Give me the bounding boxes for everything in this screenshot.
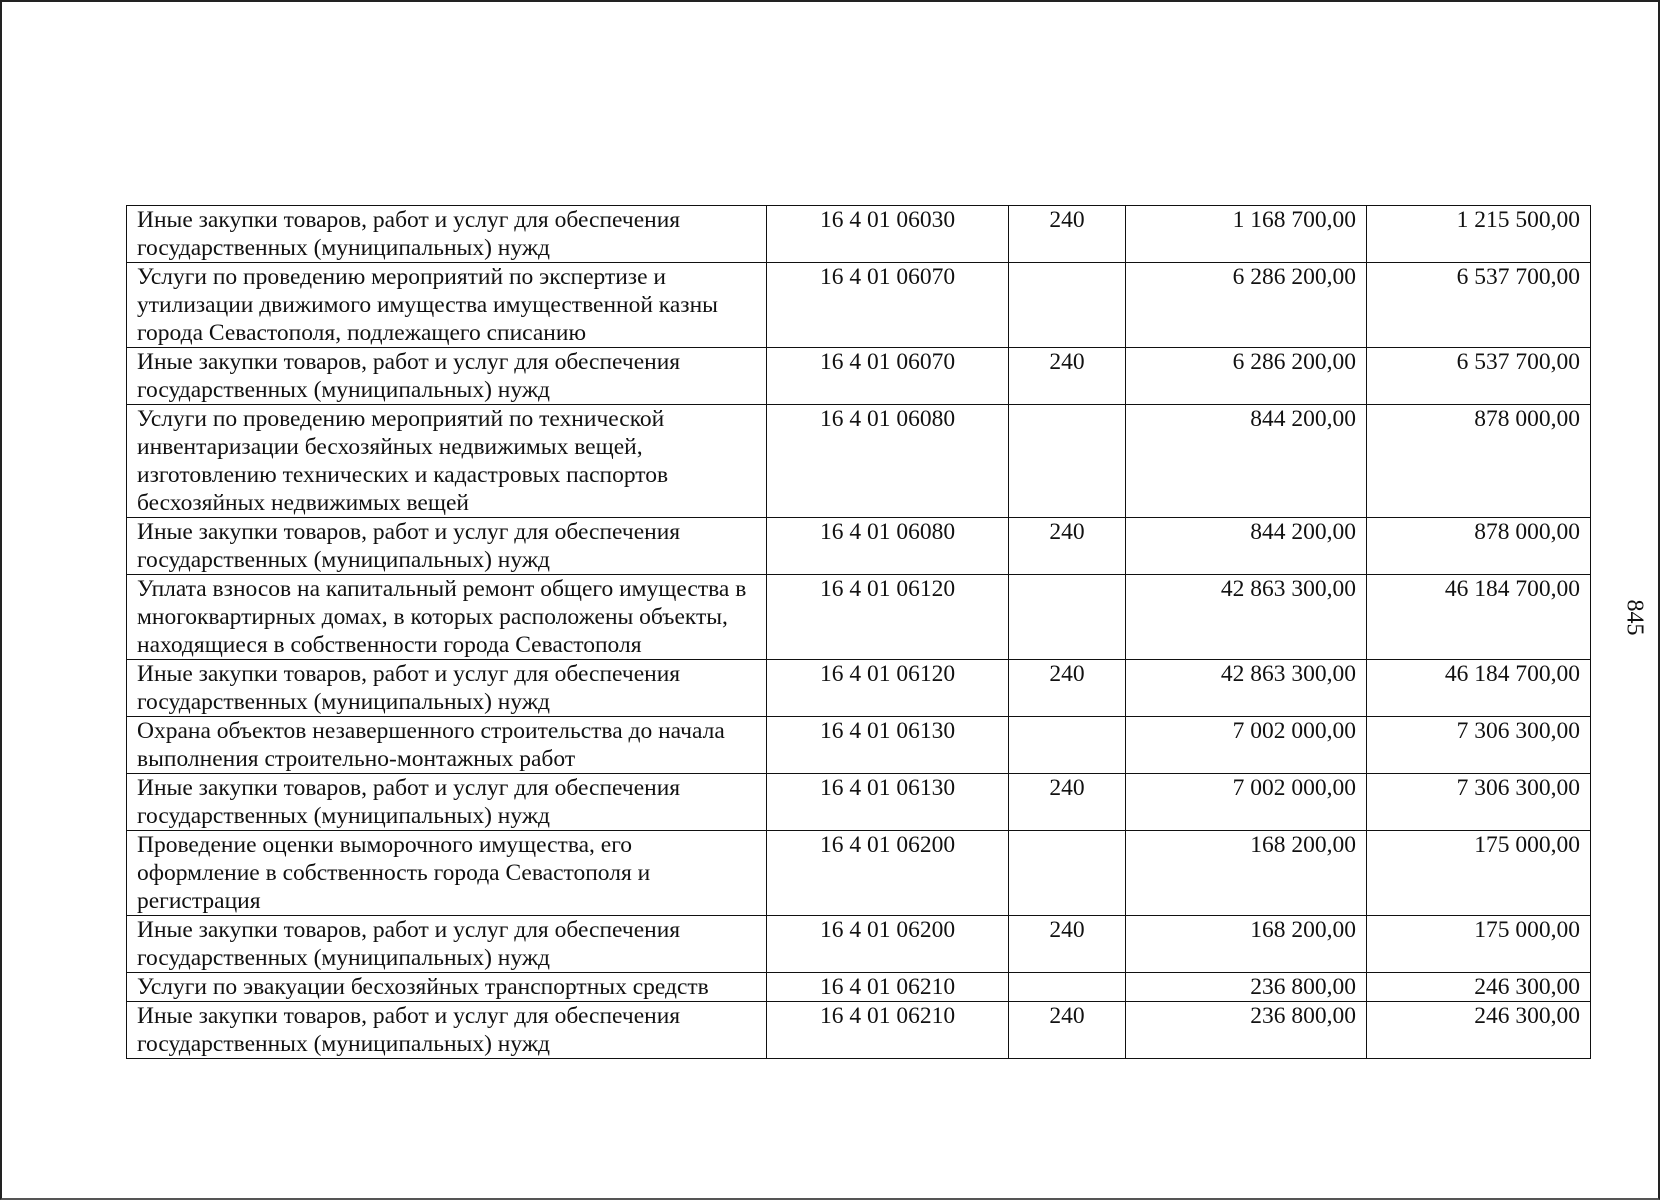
row-expense-type-code (1009, 973, 1126, 1002)
row-expense-type-code: 240 (1009, 206, 1126, 263)
row-target-article-code: 16 4 01 06120 (767, 575, 1009, 660)
row-name: Иные закупки товаров, работ и услуг для обеспечения государственных (муниципальных) нужд (127, 916, 767, 973)
row-amount-year-1: 7 002 000,00 (1126, 717, 1367, 774)
row-amount-year-1: 6 286 200,00 (1126, 348, 1367, 405)
row-amount-year-1: 236 800,00 (1126, 973, 1367, 1002)
row-target-article-code: 16 4 01 06130 (767, 774, 1009, 831)
table-row (127, 916, 1591, 973)
row-expense-type-code (1009, 831, 1126, 916)
row-expense-type-code (1009, 263, 1126, 348)
table-row (127, 575, 1591, 660)
row-name: Охрана объектов незавершенного строительства до начала выполнения строительно-монтажных работ (127, 717, 767, 774)
row-amount-year-1: 42 863 300,00 (1126, 575, 1367, 660)
row-name: Услуги по эвакуации бесхозяйных транспортных средств (127, 973, 767, 1002)
row-target-article-code: 16 4 01 06030 (767, 206, 1009, 263)
row-expense-type-code: 240 (1009, 1002, 1126, 1059)
row-target-article-code: 16 4 01 06210 (767, 973, 1009, 1002)
row-target-article-code: 16 4 01 06070 (767, 263, 1009, 348)
row-name: Иные закупки товаров, работ и услуг для обеспечения государственных (муниципальных) нужд (127, 348, 767, 405)
row-expense-type-code: 240 (1009, 774, 1126, 831)
row-target-article-code: 16 4 01 06210 (767, 1002, 1009, 1059)
row-amount-year-2: 1 215 500,00 (1367, 206, 1591, 263)
row-target-article-code: 16 4 01 06200 (767, 916, 1009, 973)
row-amount-year-1: 236 800,00 (1126, 1002, 1367, 1059)
table-row (127, 518, 1591, 575)
table-row (127, 717, 1591, 774)
row-name: Иные закупки товаров, работ и услуг для обеспечения государственных (муниципальных) нужд (127, 774, 767, 831)
row-amount-year-2: 46 184 700,00 (1367, 575, 1591, 660)
row-expense-type-code (1009, 405, 1126, 518)
row-amount-year-2: 6 537 700,00 (1367, 263, 1591, 348)
row-amount-year-2: 878 000,00 (1367, 518, 1591, 575)
row-name: Проведение оценки выморочного имущества, его оформление в собственность города Севастополя и регистрация (127, 831, 767, 916)
table-row (127, 831, 1591, 916)
row-name: Иные закупки товаров, работ и услуг для обеспечения государственных (муниципальных) нужд (127, 206, 767, 263)
table-row (127, 348, 1591, 405)
row-amount-year-1: 844 200,00 (1126, 405, 1367, 518)
row-amount-year-1: 1 168 700,00 (1126, 206, 1367, 263)
row-amount-year-2: 7 306 300,00 (1367, 717, 1591, 774)
table-row (127, 660, 1591, 717)
row-amount-year-1: 7 002 000,00 (1126, 774, 1367, 831)
budget-table (126, 205, 1591, 1059)
table-row (127, 774, 1591, 831)
row-amount-year-1: 168 200,00 (1126, 916, 1367, 973)
row-expense-type-code: 240 (1009, 660, 1126, 717)
row-target-article-code: 16 4 01 06080 (767, 518, 1009, 575)
table-row (127, 973, 1591, 1002)
row-amount-year-1: 168 200,00 (1126, 831, 1367, 916)
row-name: Услуги по проведению мероприятий по экспертизе и утилизации движимого имущества имущественной казны города Севастополя, подлежащего списанию (127, 263, 767, 348)
row-target-article-code: 16 4 01 06070 (767, 348, 1009, 405)
table-row (127, 405, 1591, 518)
row-target-article-code: 16 4 01 06080 (767, 405, 1009, 518)
row-expense-type-code (1009, 717, 1126, 774)
row-amount-year-2: 6 537 700,00 (1367, 348, 1591, 405)
row-name: Уплата взносов на капитальный ремонт общего имущества в многоквартирных домах, в которых расположены объекты, находящиеся в собственности города Севастополя (127, 575, 767, 660)
row-amount-year-1: 6 286 200,00 (1126, 263, 1367, 348)
row-expense-type-code: 240 (1009, 916, 1126, 973)
row-amount-year-2: 175 000,00 (1367, 916, 1591, 973)
row-amount-year-2: 46 184 700,00 (1367, 660, 1591, 717)
row-expense-type-code: 240 (1009, 518, 1126, 575)
row-target-article-code: 16 4 01 06130 (767, 717, 1009, 774)
row-amount-year-2: 7 306 300,00 (1367, 774, 1591, 831)
row-expense-type-code: 240 (1009, 348, 1126, 405)
row-amount-year-2: 878 000,00 (1367, 405, 1591, 518)
row-name: Иные закупки товаров, работ и услуг для обеспечения государственных (муниципальных) нужд (127, 1002, 767, 1059)
table-row (127, 206, 1591, 263)
table-row (127, 263, 1591, 348)
row-name: Иные закупки товаров, работ и услуг для обеспечения государственных (муниципальных) нужд (127, 660, 767, 717)
row-amount-year-2: 246 300,00 (1367, 973, 1591, 1002)
row-amount-year-2: 246 300,00 (1367, 1002, 1591, 1059)
page-number: 845 (1621, 599, 1648, 636)
row-name: Услуги по проведению мероприятий по технической инвентаризации бесхозяйных недвижимых вещей, изготовлению технических и кадастровых паспортов бесхозяйных недвижимых вещей (127, 405, 767, 518)
row-expense-type-code (1009, 575, 1126, 660)
row-amount-year-2: 175 000,00 (1367, 831, 1591, 916)
table-row (127, 1002, 1591, 1059)
row-amount-year-1: 844 200,00 (1126, 518, 1367, 575)
row-name: Иные закупки товаров, работ и услуг для обеспечения государственных (муниципальных) нужд (127, 518, 767, 575)
row-target-article-code: 16 4 01 06200 (767, 831, 1009, 916)
row-amount-year-1: 42 863 300,00 (1126, 660, 1367, 717)
row-target-article-code: 16 4 01 06120 (767, 660, 1009, 717)
